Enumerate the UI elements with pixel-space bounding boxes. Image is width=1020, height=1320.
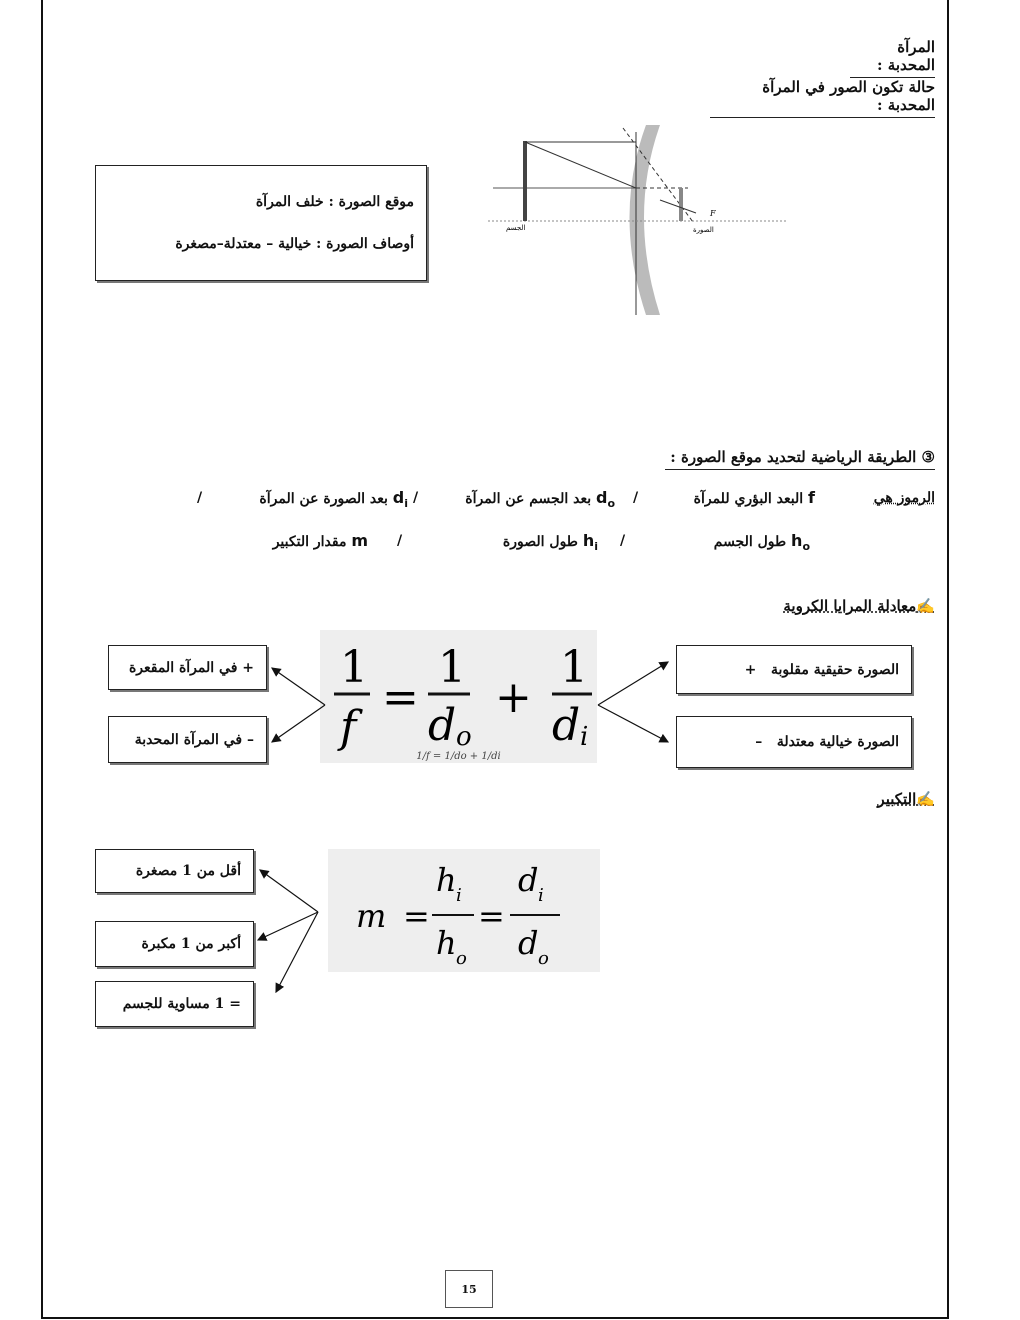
svg-text:o: o xyxy=(456,948,467,969)
image-description-box xyxy=(95,165,427,281)
magnification-formula xyxy=(328,849,600,972)
heading-image-formation: حالة تكون الصور في المرآة المحدبة : xyxy=(710,78,935,118)
section3-title: ③ الطريقة الرياضية لتحديد موقع الصورة : xyxy=(665,448,935,470)
mirror-arc xyxy=(630,125,661,315)
real-image-box: الصورة حقيقية مقلوبة + xyxy=(676,645,912,694)
heading-convex: المرآة المحدبة : xyxy=(850,38,935,78)
arrow xyxy=(276,912,318,992)
separator: / xyxy=(633,490,639,506)
svg-text:i: i xyxy=(580,722,589,752)
symbol-f: f البعد البؤري للمرآة xyxy=(693,488,815,507)
arrow xyxy=(258,912,318,940)
symbol-ho: $h_o$ طول الجسم xyxy=(713,531,810,554)
svg-text:=: = xyxy=(478,897,505,935)
svg-text:h: h xyxy=(436,861,457,899)
svg-text:o: o xyxy=(538,948,549,969)
svg-text:d: d xyxy=(552,700,581,751)
virtual-image-box: الصورة خيالية معتدلة – xyxy=(676,716,912,768)
mirror-equation-formula xyxy=(320,630,597,763)
object-arrow xyxy=(523,141,527,221)
svg-text:d: d xyxy=(518,924,539,962)
concave-sign-box: + في المرآة المقعرة xyxy=(108,645,267,690)
symbol-di: $d_i$ بعد الصورة عن المرآة xyxy=(259,488,408,511)
svg-text:1: 1 xyxy=(560,642,588,693)
incident-ray-2 xyxy=(525,142,636,188)
svg-text:=: = xyxy=(382,672,419,723)
svg-text:d: d xyxy=(518,861,539,899)
image-label: الصورة xyxy=(693,226,714,234)
greater-than-one-box: أكبر من 1 مكبرة xyxy=(95,921,254,967)
page-border-left xyxy=(41,0,43,1319)
separator: / xyxy=(620,533,626,549)
image-properties: أوصاف الصورة : خيالية – معتدلة–مصغرة xyxy=(175,236,414,252)
symbol-m: m مقدار التكبير xyxy=(272,531,368,550)
svg-text:1: 1 xyxy=(340,642,368,693)
arrow xyxy=(598,705,668,742)
arrow xyxy=(598,662,668,705)
arrow xyxy=(272,705,325,742)
image-location: موقع الصورة : خلف المرآة xyxy=(255,194,414,210)
object-label: الجسم xyxy=(506,224,526,232)
svg-text:h: h xyxy=(436,924,457,962)
symbol-do: $d_o$ بعد الجسم عن المرآة xyxy=(465,488,615,511)
mirror-equation-title: ✍معادلة المرايا الكروية xyxy=(783,597,935,615)
page-border-bottom xyxy=(41,1317,949,1319)
mirror-equation-text: 1/f = 1/do + 1/di xyxy=(416,751,501,762)
svg-text:f: f xyxy=(340,702,357,753)
less-than-one-box: أقل من 1 مصغرة xyxy=(95,849,254,893)
convex-sign-box: – في المرآة المحدبة xyxy=(108,716,267,763)
svg-text:o: o xyxy=(456,722,472,752)
arrow xyxy=(272,668,325,705)
image-arrow xyxy=(679,188,683,221)
svg-text:=: = xyxy=(403,897,430,935)
convex-mirror-ray-diagram xyxy=(488,120,798,320)
symbol-hi: $h_i$ طول الصورة xyxy=(502,531,598,554)
equal-one-box: = 1 مساوية للجسم xyxy=(95,981,254,1027)
symbols-intro: الرموز هي xyxy=(873,490,935,506)
svg-text:1: 1 xyxy=(438,642,466,693)
magnification-title: ✍التكبير xyxy=(877,790,935,808)
magnification-graphic xyxy=(328,849,600,972)
mirror-equation-graphic xyxy=(320,630,597,763)
svg-text:+: + xyxy=(495,672,532,723)
page-border-right xyxy=(947,0,949,1319)
separator: / xyxy=(413,490,419,506)
separator: / xyxy=(397,533,403,549)
svg-text:i: i xyxy=(538,885,544,906)
svg-text:i: i xyxy=(456,885,462,906)
svg-text:m: m xyxy=(356,897,387,935)
page-number: 15 xyxy=(445,1270,493,1308)
focus-label: F xyxy=(710,209,716,218)
svg-text:d: d xyxy=(428,700,457,751)
separator: / xyxy=(197,490,203,506)
arrow xyxy=(260,870,318,912)
